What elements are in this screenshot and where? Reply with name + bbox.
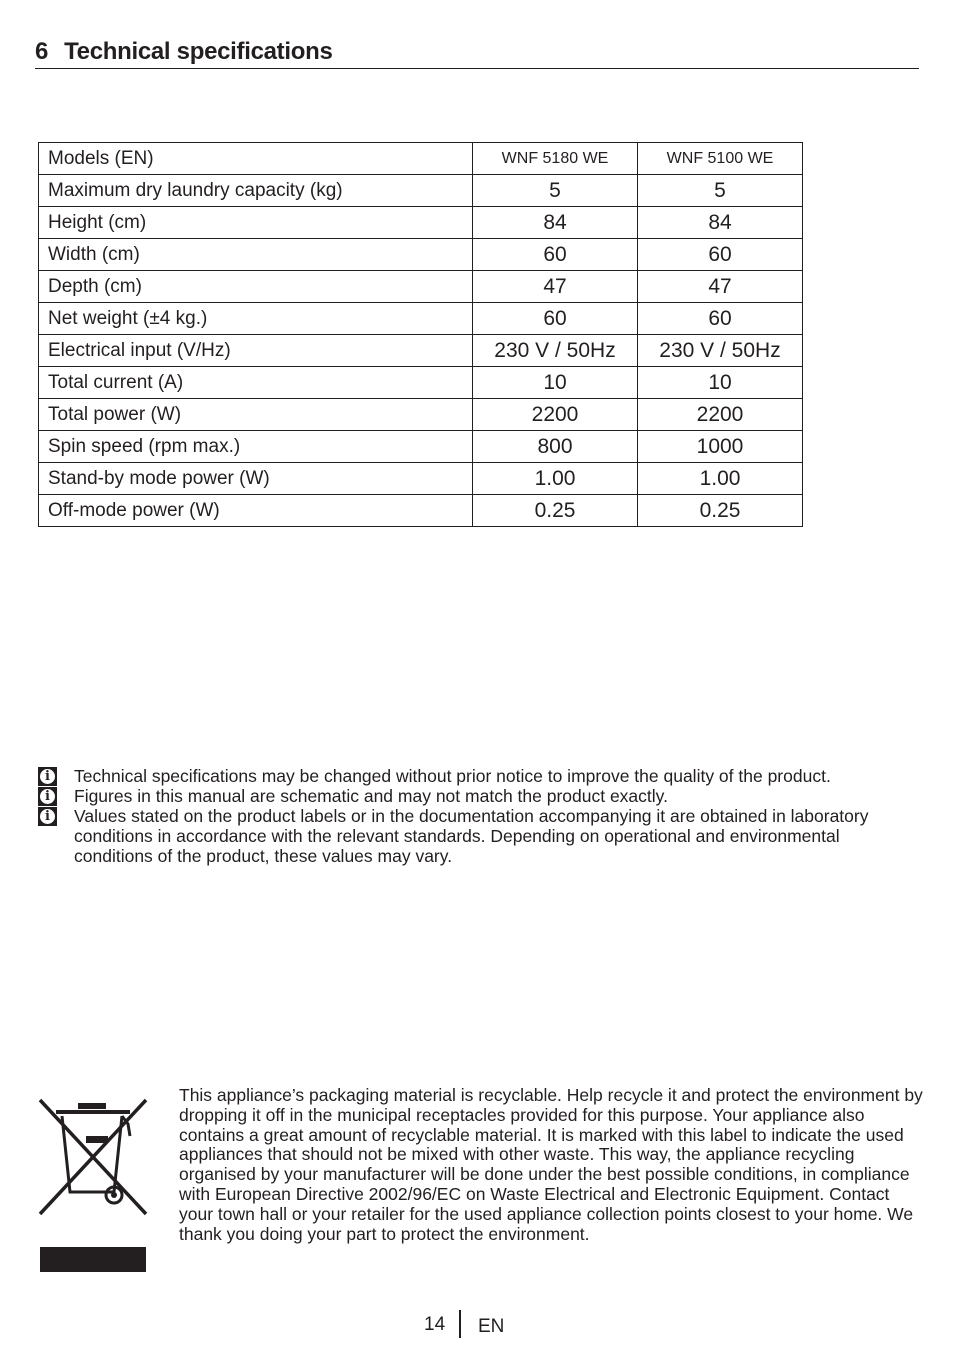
weee-black-bar (40, 1247, 146, 1272)
spec-value: 1.00 (473, 463, 638, 495)
info-note-text: Values stated on the product labels or in the documentation accompanying it are obtained in laboratory conditions in accordance with the relevant standards. Depending on operational and environmental conditions of the product, these values may vary. (74, 806, 869, 866)
spec-value: 47 (638, 271, 803, 303)
spec-value: 47 (473, 271, 638, 303)
spec-label: Stand-by mode power (W) (39, 463, 473, 495)
footer-divider (459, 1310, 461, 1338)
table-row (39, 431, 803, 463)
spec-value: 230 V / 50Hz (638, 335, 803, 367)
spec-value: 84 (638, 207, 803, 239)
spec-label: Electrical input (V/Hz) (39, 335, 473, 367)
spec-label: Maximum dry laundry capacity (kg) (39, 175, 473, 207)
spec-table (38, 142, 803, 527)
info-note (38, 806, 918, 866)
table-row (39, 463, 803, 495)
table-row (39, 335, 803, 367)
table-header-row (39, 143, 803, 175)
info-note (38, 786, 918, 806)
table-row (39, 367, 803, 399)
spec-label: Off-mode power (W) (39, 495, 473, 527)
spec-value: 1.00 (638, 463, 803, 495)
page-number: 14 (424, 1314, 446, 1335)
spec-value: 0.25 (473, 495, 638, 527)
model-name: WNF 5100 WE (638, 143, 803, 175)
info-note-text: Figures in this manual are schematic and may not match the product exactly. (74, 786, 668, 806)
spec-value: 5 (638, 175, 803, 207)
spec-value: 60 (473, 303, 638, 335)
spec-value: 60 (473, 239, 638, 271)
spec-label: Width (cm) (39, 239, 473, 271)
section-heading (35, 38, 919, 69)
model-name: WNF 5180 WE (473, 143, 638, 175)
info-icon (38, 787, 57, 806)
spec-value: 2200 (638, 399, 803, 431)
spec-value: 230 V / 50Hz (473, 335, 638, 367)
table-row (39, 399, 803, 431)
spec-label: Depth (cm) (39, 271, 473, 303)
info-icon (38, 807, 57, 826)
spec-label: Net weight (±4 kg.) (39, 303, 473, 335)
section-number: 6 (35, 38, 49, 65)
info-note (38, 766, 918, 786)
spec-value: 2200 (473, 399, 638, 431)
spec-value: 5 (473, 175, 638, 207)
spec-label: Spin speed (rpm max.) (39, 431, 473, 463)
page-footer (0, 1310, 954, 1340)
spec-value: 1000 (638, 431, 803, 463)
spec-label: Total current (A) (39, 367, 473, 399)
spec-value: 10 (473, 367, 638, 399)
spec-value: 84 (473, 207, 638, 239)
table-row (39, 239, 803, 271)
info-icon-glyph: i (40, 809, 55, 824)
info-note-text: Technical specifications may be changed without prior notice to improve the quality of the product. (74, 766, 831, 786)
spec-value: 10 (638, 367, 803, 399)
spec-value: 0.25 (638, 495, 803, 527)
spec-label: Height (cm) (39, 207, 473, 239)
weee-symbol (38, 1096, 148, 1274)
info-icon-glyph: i (40, 789, 55, 804)
spec-label: Total power (W) (39, 399, 473, 431)
spec-value: 800 (473, 431, 638, 463)
table-header-label: Models (EN) (39, 143, 473, 175)
table-row (39, 175, 803, 207)
info-notes (38, 766, 918, 866)
language-code: EN (478, 1316, 505, 1337)
crossed-out-wheelie-bin-icon (38, 1096, 148, 1246)
table-row (39, 303, 803, 335)
table-row (39, 495, 803, 527)
recycling-paragraph: This appliance’s packaging material is recyclable. Help recycle it and protect the environment by dropping it off in the municipal receptacles provided for this purpose. Your appliance also contains a great amount of recyclable material. It is marked with this label to indicate the used appliances that should not be mixed with other waste. This way, the appliance recycling organised by your manufacturer will be done under the best possible conditions, in compliance with European Directive 2002/96/EC on Waste Electrical and Electronic Equipment. Contact your town hall or your retailer for the used appliance collection points closest to your home. We thank you doing your part to protect the environment. (179, 1085, 923, 1244)
spec-value: 60 (638, 303, 803, 335)
info-icon (38, 767, 57, 786)
info-icon-glyph: i (40, 769, 55, 784)
table-row (39, 271, 803, 303)
table-row (39, 207, 803, 239)
section-title: Technical specifications (64, 38, 333, 65)
spec-value: 60 (638, 239, 803, 271)
